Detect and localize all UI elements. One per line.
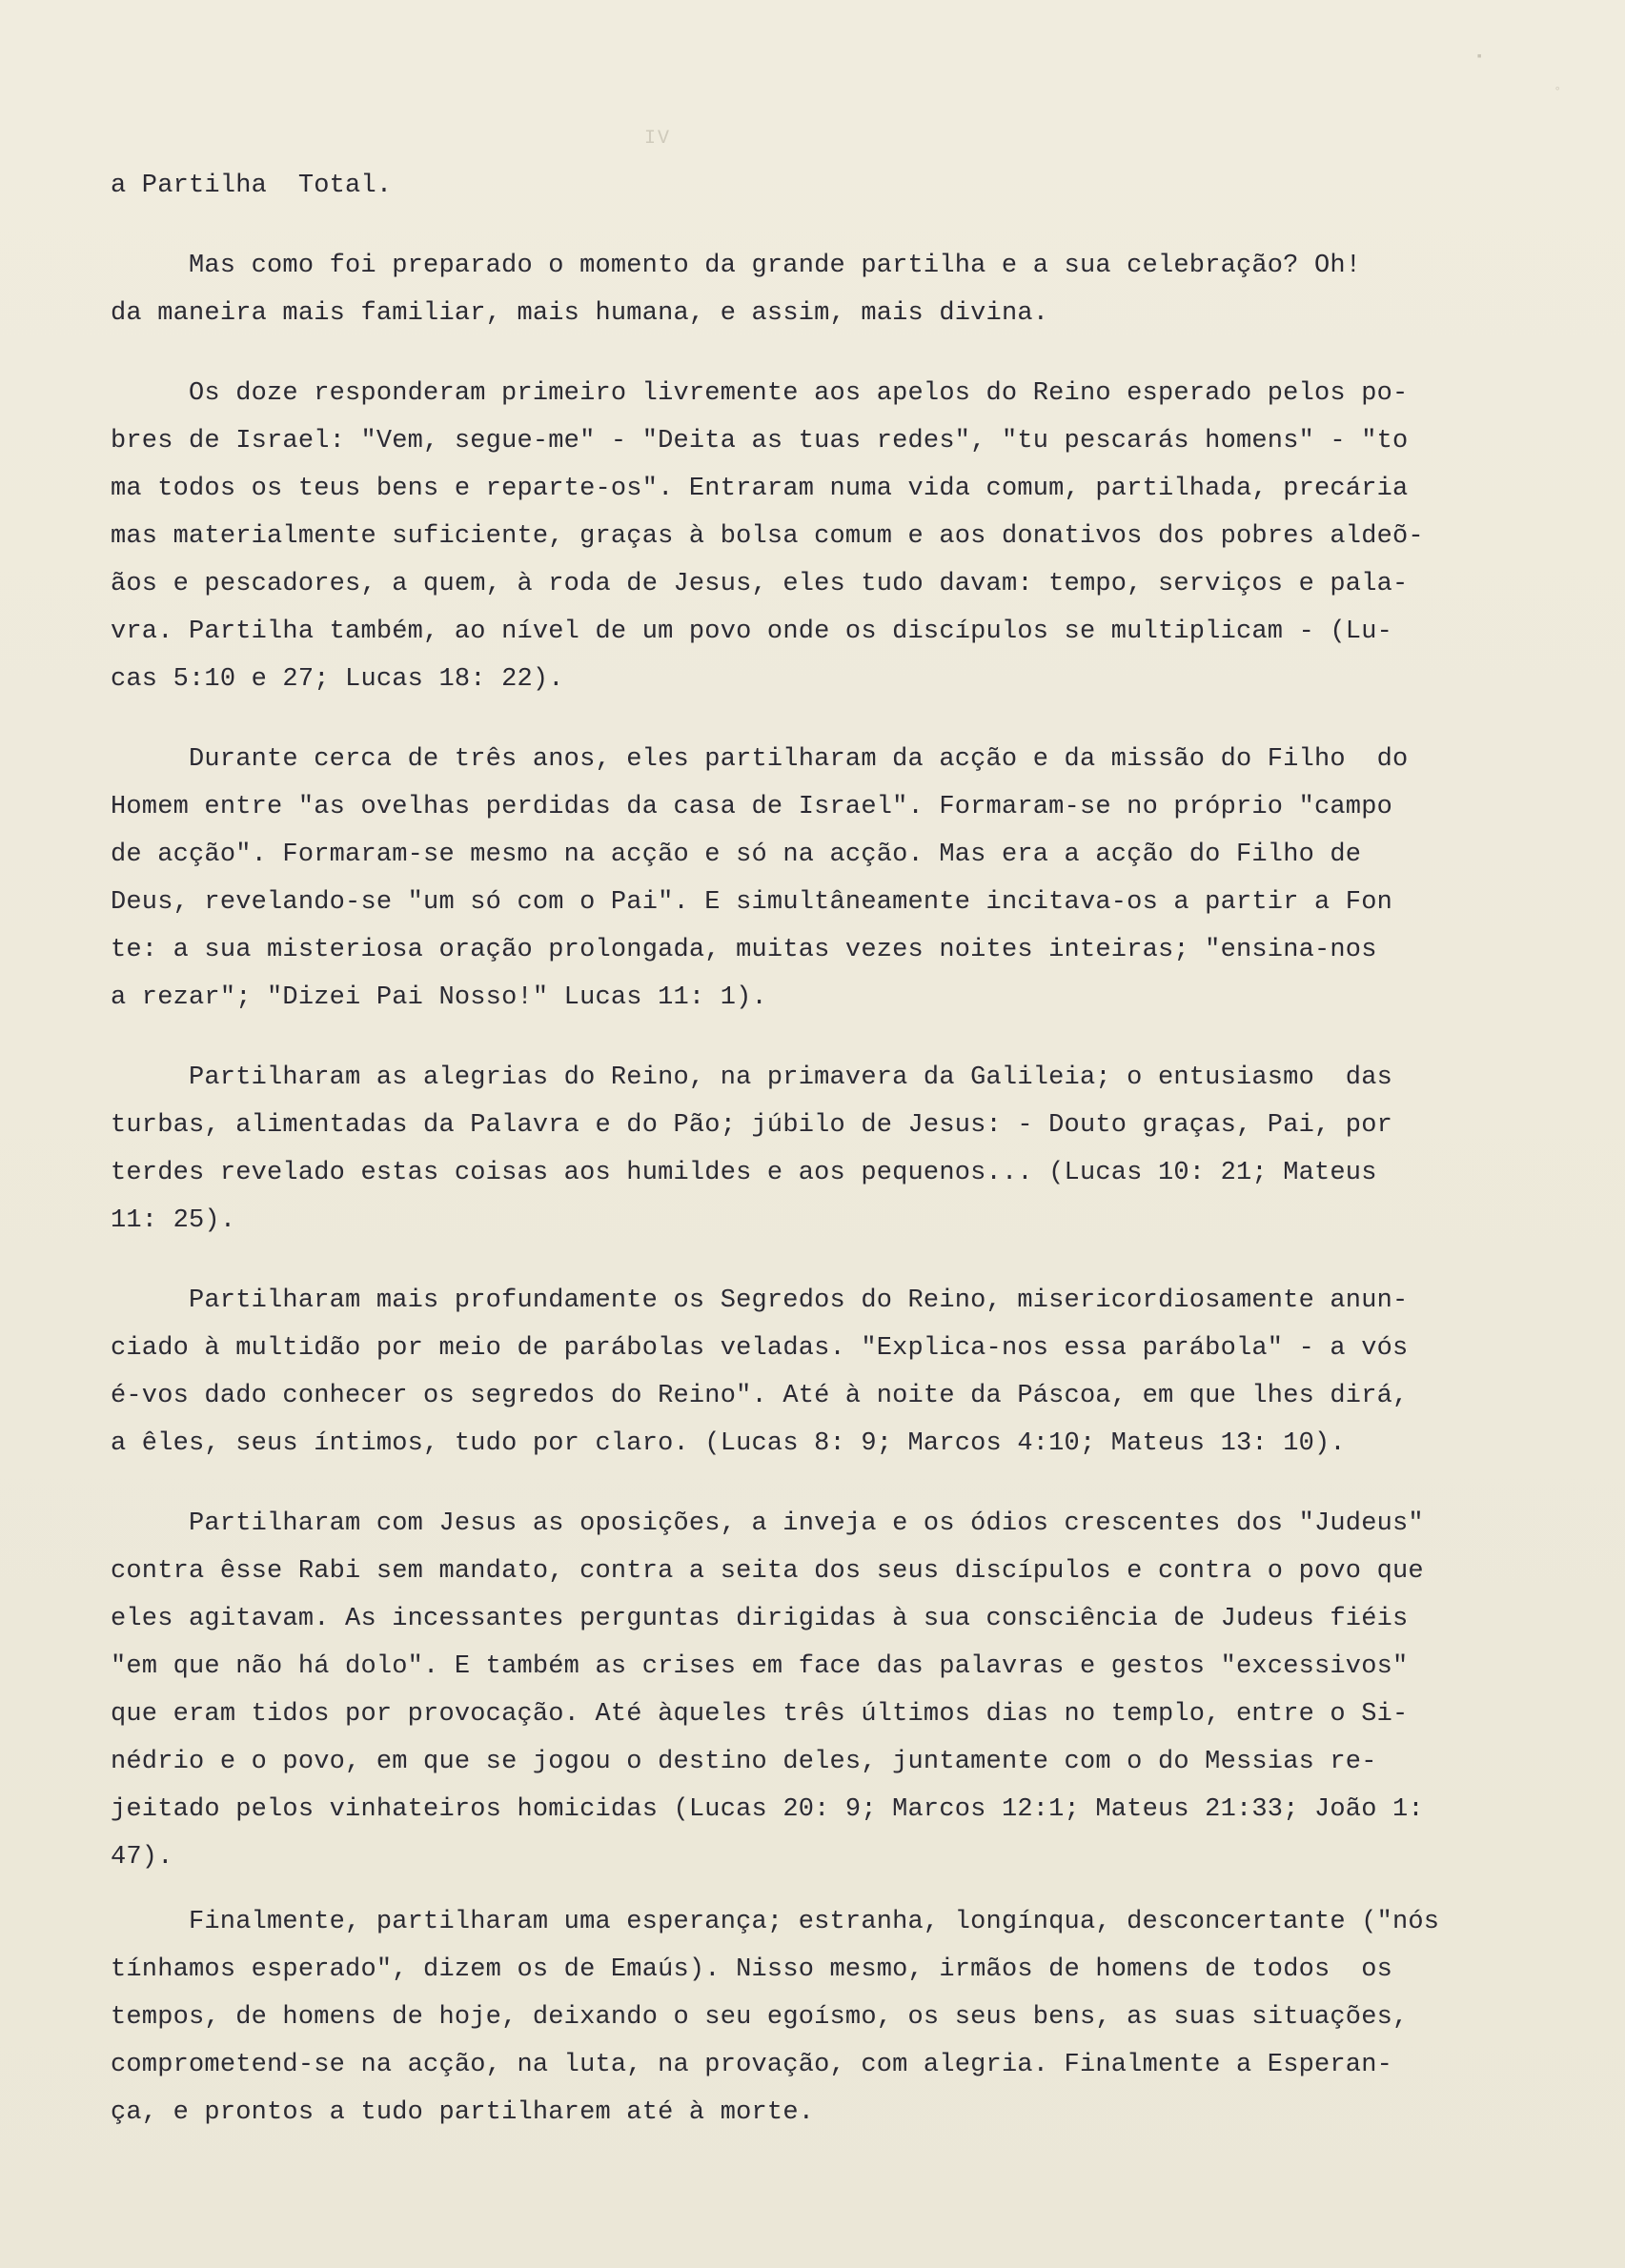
text-line: Mas como foi preparado o momento da grande partilha e a sua celebração? Oh! <box>189 252 1362 280</box>
text-line: Partilharam as alegrias do Reino, na primavera da Galileia; o entusiasmo das <box>189 1063 1393 1092</box>
text-line: que eram tidos por provocação. Até àqueles três últimos dias no templo, entre o Si- <box>111 1700 1409 1729</box>
paragraph <box>111 242 1435 337</box>
edge-mark-top: ▪ <box>1475 50 1484 65</box>
text-line: vra. Partilha também, ao nível de um povo onde os discípulos se multiplicam - (Lu- <box>111 618 1393 646</box>
text-line: de acção". Formaram-se mesmo na acção e só na acção. Mas era a acção do Filho de <box>111 840 1362 869</box>
body-text <box>111 162 1440 2136</box>
section-heading: a Partilha Total. <box>111 172 393 200</box>
text-line: 11: 25). <box>111 1206 236 1235</box>
text-line: ça, e prontos a tudo partilharem até à morte. <box>111 2098 815 2127</box>
text-line: Durante cerca de três anos, eles partilharam da acção e da missão do Filho do <box>189 745 1409 774</box>
text-line: terdes revelado estas coisas aos humildes e aos pequenos... (Lucas 10: 21; Mateus <box>111 1159 1377 1187</box>
text-line: Deus, revelando-se "um só com o Pai". E simultâneamente incitava-os a partir a Fon <box>111 888 1393 917</box>
text-line: a rezar"; "Dizei Pai Nosso!" Lucas 11: 1). <box>111 983 767 1012</box>
edge-mark-corner: ◦ <box>1554 82 1562 97</box>
paragraph <box>111 1898 1440 2136</box>
text-line: bres de Israel: "Vem, segue-me" - "Deita as tuas redes", "tu pescarás homens" - "to <box>111 427 1409 456</box>
text-line: comprometend-se na acção, na luta, na provação, com alegria. Finalmente a Esperan- <box>111 2051 1393 2079</box>
text-line: 47). <box>111 1843 173 1872</box>
text-line: tempos, de homens de hoje, deixando o seu egoísmo, os seus bens, as suas situações, <box>111 2003 1409 2032</box>
text-line: ciado à multidão por meio de parábolas veladas. "Explica-nos essa parábola" - a vós <box>111 1334 1409 1363</box>
paragraph <box>111 1500 1435 1881</box>
text-line: eles agitavam. As incessantes perguntas dirigidas à sua consciência de Judeus fiéis <box>111 1605 1409 1633</box>
text-line: "em que não há dolo". E também as crises em face das palavras e gestos "excessivos" <box>111 1652 1409 1681</box>
text-line: nédrio e o povo, em que se jogou o destino deles, juntamente com o do Messias re- <box>111 1748 1377 1776</box>
paragraph <box>111 1054 1435 1245</box>
paragraph <box>111 736 1435 1022</box>
text-line: tínhamos esperado", dizem os de Emaús). Nisso mesmo, irmãos de homens de todos os <box>111 1955 1393 1984</box>
text-line: Finalmente, partilharam uma esperança; estranha, longínqua, desconcertante ("nós <box>189 1908 1440 1936</box>
text-line: Partilharam mais profundamente os Segredos do Reino, misericordiosamente anun- <box>189 1286 1409 1315</box>
text-line: da maneira mais familiar, mais humana, e assim, mais divina. <box>111 299 1049 328</box>
text-line: jeitado pelos vinhateiros homicidas (Lucas 20: 9; Marcos 12:1; Mateus 21:33; João 1: <box>111 1795 1424 1824</box>
text-line: contra êsse Rabi sem mandato, contra a seita dos seus discípulos e contra o povo que <box>111 1557 1424 1586</box>
text-line: a êles, seus íntimos, tudo por claro. (Lucas 8: 9; Marcos 4:10; Mateus 13: 10). <box>111 1429 1346 1458</box>
paragraph <box>111 1277 1435 1468</box>
page-number-marker: IV <box>644 128 672 150</box>
text-line: turbas, alimentadas da Palavra e do Pão; júbilo de Jesus: - Douto graças, Pai, por <box>111 1111 1393 1140</box>
text-line: Homem entre "as ovelhas perdidas da casa de Israel". Formaram-se no próprio "campo <box>111 793 1393 821</box>
text-line: ãos e pescadores, a quem, à roda de Jesus, eles tudo davam: tempo, serviços e pala- <box>111 570 1409 598</box>
text-line: te: a sua misteriosa oração prolongada, muitas vezes noites inteiras; "ensina-nos <box>111 936 1377 964</box>
text-line: cas 5:10 e 27; Lucas 18: 22). <box>111 665 564 694</box>
text-line: é-vos dado conhecer os segredos do Reino". Até à noite da Páscoa, em que lhes dirá, <box>111 1382 1409 1410</box>
paragraph-list <box>111 242 1440 2136</box>
paragraph <box>111 370 1435 703</box>
text-line: mas materialmente suficiente, graças à bolsa comum e aos donativos dos pobres aldeõ- <box>111 522 1424 551</box>
text-line: Partilharam com Jesus as oposições, a inveja e os ódios crescentes dos "Judeus" <box>189 1509 1424 1538</box>
text-line: Os doze responderam primeiro livremente aos apelos do Reino esperado pelos po- <box>189 379 1409 408</box>
text-line: ma todos os teus bens e reparte-os". Entraram numa vida comum, partilhada, precária <box>111 475 1409 503</box>
